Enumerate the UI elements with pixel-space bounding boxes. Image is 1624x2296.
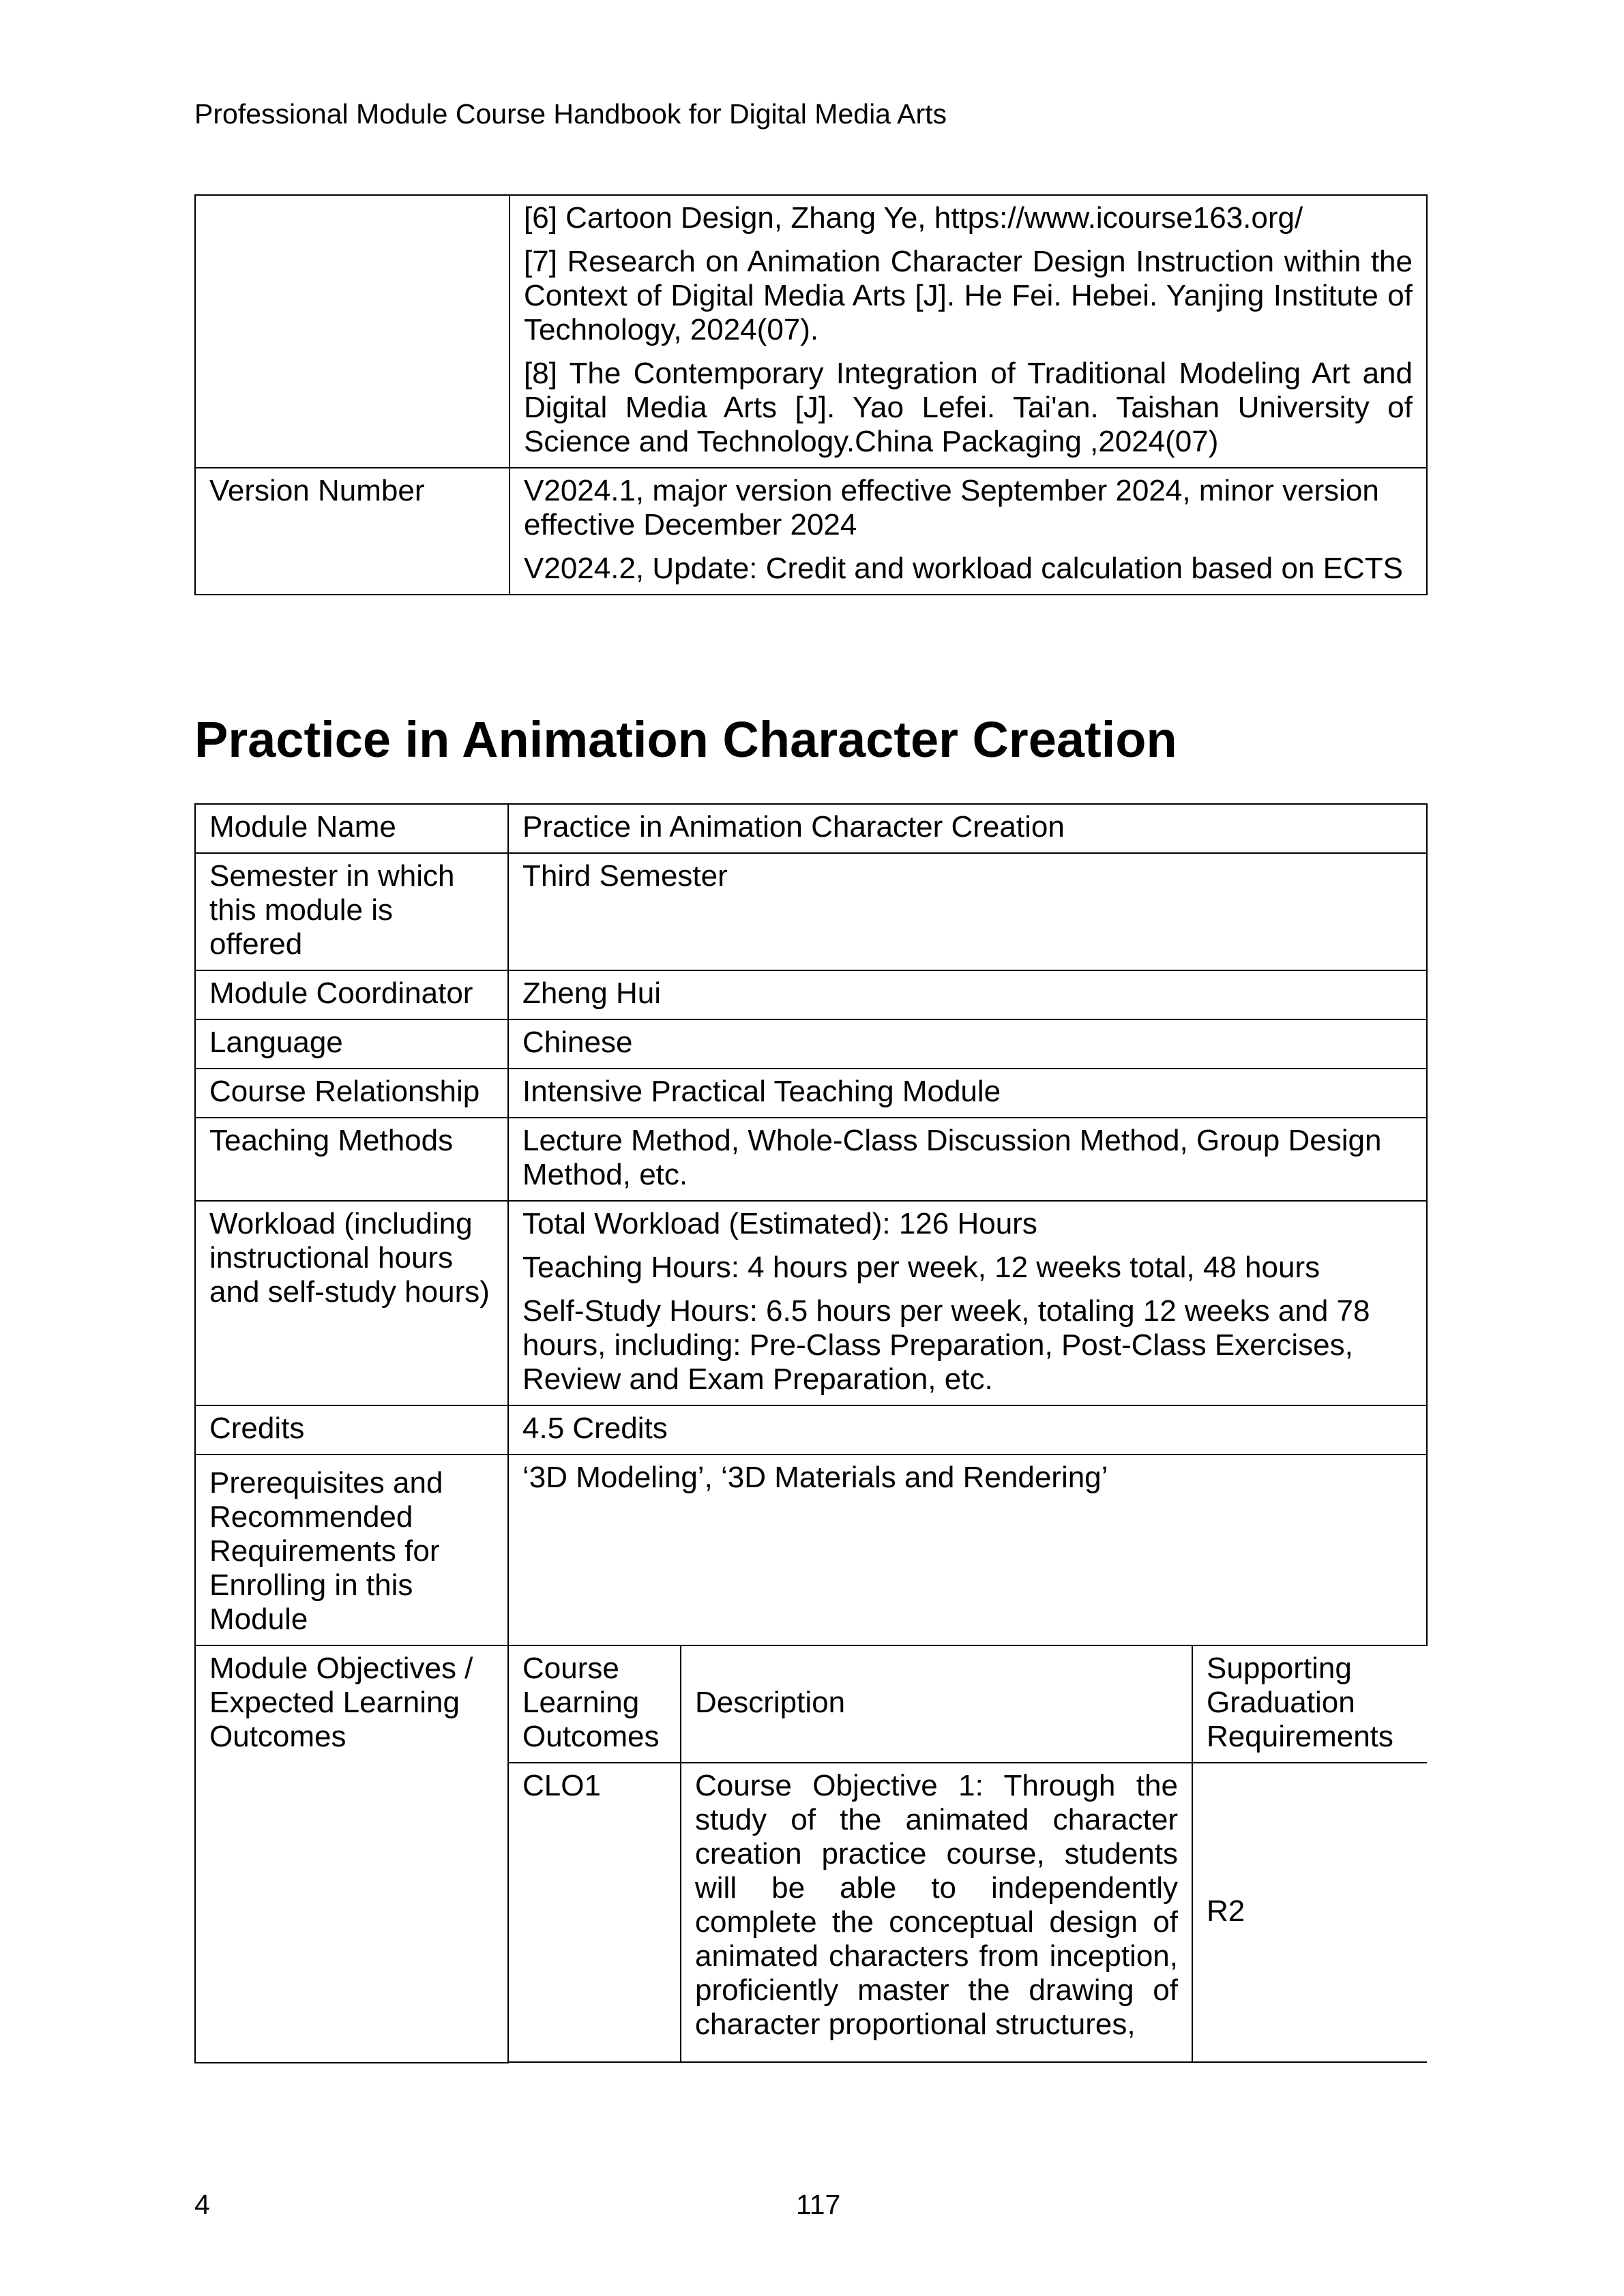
row-label: Semester in which this module is offered <box>195 853 508 970</box>
module-table <box>194 803 1428 2063</box>
clo-cell <box>509 1763 681 2062</box>
references-cell <box>510 195 1427 468</box>
workload-label: Workload (including instructional hours and self-study hours) <box>195 1201 508 1405</box>
objectives-row <box>195 1645 1427 2063</box>
reference-item: [6] Cartoon Design, Zhang Ye, https://www.icourse163.org/ <box>524 201 1303 235</box>
row-value: Lecture Method, Whole-Class Discussion Method, Group Design Method, etc. <box>508 1118 1427 1201</box>
page-number: 117 <box>796 2189 841 2220</box>
module-row <box>195 853 1427 970</box>
workload-line: Self-Study Hours: 6.5 hours per week, totaling 12 weeks and 78 hours, including: Pre-Class Preparation, Post-Class Exercises, Review and Exam Preparation, etc. <box>522 1294 1370 1396</box>
row-value: Zheng Hui <box>508 970 1427 1019</box>
module-row <box>195 1069 1427 1118</box>
workload-line: Teaching Hours: 4 hours per week, 12 weeks total, 48 hours <box>522 1251 1320 1284</box>
objective-row <box>509 1763 1427 2062</box>
description-cell <box>681 1763 1192 2062</box>
row-label: Teaching Methods <box>195 1118 508 1201</box>
credits-row <box>195 1405 1427 1455</box>
prerequisites-label: Prerequisites and Recommended Requirements for Enrolling in this Module <box>195 1455 508 1645</box>
clo-description: Course Objective 1: Through the study of the animated character creation practice course, students will be able to independently complete the conceptual design of animated characters from inception, proficiently master the drawing of character proportional structures, <box>695 1769 1178 2041</box>
row-value: Practice in Animation Character Creation <box>508 804 1427 853</box>
row-label: Course Relationship <box>195 1069 508 1118</box>
prerequisites-value: ‘3D Modeling’, ‘3D Materials and Rendering’ <box>508 1455 1427 1645</box>
prerequisites-row <box>195 1455 1427 1645</box>
col-header-clo: Course Learning Outcomes <box>509 1646 681 1763</box>
objectives-table <box>509 1646 1427 2063</box>
reference-item: [8] The Contemporary Integration of Traditional Modeling Art and Digital Media Arts [J]. Yao Lefei. Tai'an. Taishan University of Science and Technology.China Packaging ,2024(07) <box>524 357 1413 458</box>
col-header-requirements: Supporting Graduation Requirements <box>1192 1646 1427 1763</box>
objectives-cell <box>508 1645 1427 2063</box>
module-row <box>195 970 1427 1019</box>
version-cell <box>510 468 1427 595</box>
row-value: Chinese <box>508 1019 1427 1069</box>
credits-value: 4.5 Credits <box>508 1405 1427 1455</box>
objectives-header-row <box>509 1646 1427 1763</box>
row-label: Module Name <box>195 804 508 853</box>
row-value: Intensive Practical Teaching Module <box>508 1069 1427 1118</box>
version-row <box>195 468 1427 595</box>
references-label-cell <box>195 195 510 468</box>
workload-cell <box>508 1201 1427 1405</box>
clo-requirement: R2 <box>1207 1894 1245 1928</box>
reference-item: [7] Research on Animation Character Design Instruction within the Context of Digital Media Arts [J]. He Fei. Hebei. Yanjing Institute of Technology, 2024(07). <box>524 245 1413 346</box>
version-line: V2024.1, major version effective September 2024, minor version effective December 2024 <box>524 474 1379 541</box>
row-label: Language <box>195 1019 508 1069</box>
section-title: Practice in Animation Character Creation <box>194 711 1177 768</box>
objectives-label: Module Objectives / Expected Learning Outcomes <box>195 1645 508 2063</box>
requirement-cell <box>1192 1763 1427 2062</box>
row-value: Third Semester <box>508 853 1427 970</box>
workload-row <box>195 1201 1427 1405</box>
module-row <box>195 804 1427 853</box>
module-row <box>195 1118 1427 1201</box>
clo-id: CLO1 <box>522 1769 601 1802</box>
running-header: Professional Module Course Handbook for Digital Media Arts <box>194 98 947 130</box>
module-row <box>195 1019 1427 1069</box>
version-label: Version Number <box>195 468 510 595</box>
version-line: V2024.2, Update: Credit and workload calculation based on ECTS <box>524 552 1403 585</box>
workload-line: Total Workload (Estimated): 126 Hours <box>522 1207 1037 1240</box>
footer-left: 4 <box>194 2189 210 2220</box>
row-label: Module Coordinator <box>195 970 508 1019</box>
col-header-description: Description <box>681 1646 1192 1763</box>
references-table <box>194 194 1428 595</box>
credits-label: Credits <box>195 1405 508 1455</box>
references-row <box>195 195 1427 468</box>
